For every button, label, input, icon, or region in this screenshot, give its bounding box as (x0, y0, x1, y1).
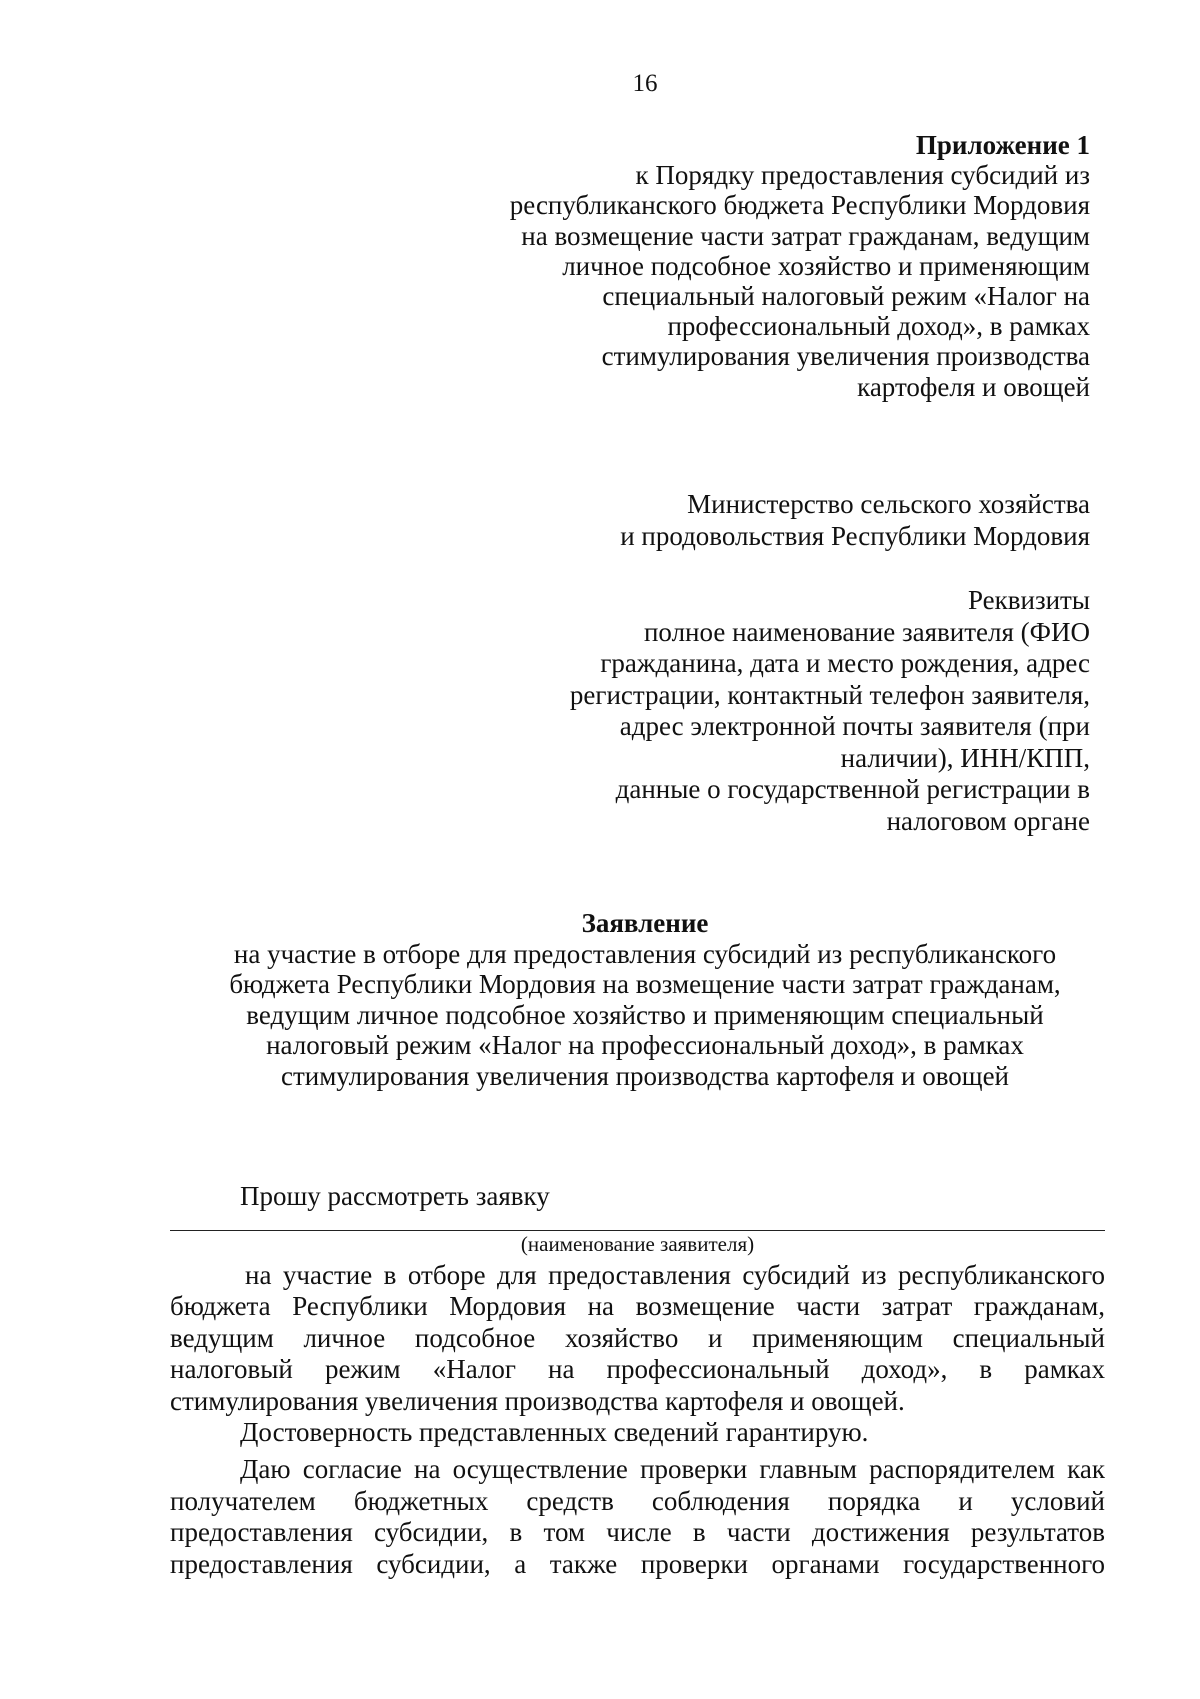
page-number: 16 (632, 70, 658, 97)
paragraph-line: стимулирования увеличения производства картофеля и овощей. (170, 1385, 905, 1416)
statement-heading (160, 908, 1130, 1091)
appendix-line: картофеля и овощей (857, 371, 1090, 402)
requisites-line: данные о государственной регистрации в (615, 774, 1090, 804)
applicant-name-blank-line (170, 1230, 1105, 1231)
statement-subtitle-line: налоговый режим «Налог на профессиональный доход», в рамках (266, 1030, 1024, 1060)
paragraph-line: получателем бюджетных средств соблюдения порядка и условий (170, 1485, 1105, 1516)
paragraph-line: Достоверность представленных сведений гарантирую. (240, 1416, 869, 1447)
requisites-heading: Реквизиты (967, 585, 1090, 615)
requisites-line: регистрации, контактный телефон заявителя, (569, 679, 1090, 710)
appendix-line: стимулирования увеличения производства (601, 341, 1090, 372)
requisites-line: гражданина, дата и место рождения, адрес (600, 648, 1090, 678)
appendix-line: личное подсобное хозяйство и применяющим (562, 250, 1090, 281)
appendix-line: на возмещение части затрат гражданам, ведущим (521, 220, 1090, 251)
requisites-line: налоговом органе (886, 805, 1090, 836)
paragraph-line: ведущим личное подсобное хозяйство и применяющим специальный (170, 1322, 1105, 1353)
appendix-header (390, 130, 1090, 402)
requisites-line: полное наименование заявителя (ФИО (643, 616, 1090, 647)
paragraph-line: предоставления субсидии, а также проверки органами государственного (170, 1548, 1105, 1579)
addressee-line: и продовольствия Республики Мордовия (620, 521, 1090, 551)
requisites-line: адрес электронной почты заявителя (при (619, 711, 1090, 741)
statement-subtitle-line: на участие в отборе для предоставления субсидий из республиканского (233, 938, 1057, 969)
appendix-line: профессиональный доход», в рамках (667, 311, 1090, 342)
requisites-block (390, 585, 1090, 837)
paragraph-line: бюджета Республики Мордовия на возмещение части затрат гражданам, (170, 1291, 1105, 1322)
request-text: Прошу рассмотреть заявку (240, 1181, 550, 1211)
paragraph-line: предоставления субсидии, в том числе в части достижения результатов (170, 1517, 1105, 1548)
paragraph-line: налоговый режим «Налог на профессиональный доход», в рамках (170, 1354, 1105, 1385)
addressee-block (390, 488, 1090, 552)
appendix-line: к Порядку предоставления субсидий из (635, 160, 1090, 191)
paragraph-line: на участие в отборе для предоставления субсидий из республиканского (245, 1260, 1105, 1290)
statement-subtitle-line: стимулирования увеличения производства картофеля и овощей (280, 1060, 1009, 1091)
statement-subtitle-line: ведущим личное подсобное хозяйство и применяющим специальный (246, 999, 1044, 1030)
statement-title: Заявление (581, 908, 709, 938)
appendix-line: специальный налоговый режим «Налог на (602, 281, 1090, 312)
statement-subtitle-line: бюджета Республики Мордовия на возмещение части затрат гражданам, (229, 969, 1061, 999)
appendix-line: республиканского бюджета Республики Мордовия (509, 190, 1090, 221)
requisites-line: наличии), ИНН/КПП, (840, 742, 1090, 773)
applicant-name-caption: (наименование заявителя) (520, 1232, 755, 1256)
addressee-line: Министерство сельского хозяйства (687, 489, 1090, 519)
paragraph-line: Даю согласие на осуществление проверки главным распорядителем как (240, 1454, 1105, 1485)
appendix-title: Приложение 1 (915, 130, 1090, 160)
body-text (170, 1260, 1105, 1580)
